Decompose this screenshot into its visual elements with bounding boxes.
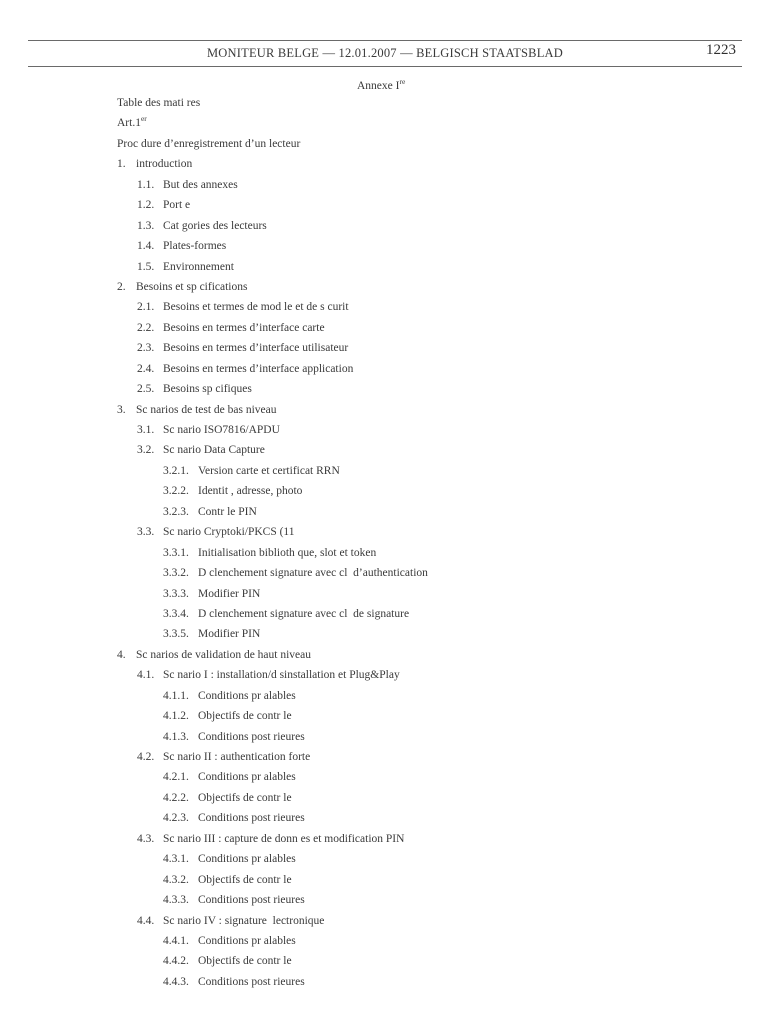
toc-entry-level-2 [0,318,770,338]
toc-article [117,113,147,133]
toc-entry-level-1 [0,154,770,174]
toc-entry-text: Conditions pr alables [198,689,296,702]
toc-entry-text: Besoins en termes d’interface carte [163,321,325,334]
toc-entry-number: 4.1.2. [163,710,189,723]
toc-entry-number: 1.2. [137,199,155,212]
toc-entry-level-3 [0,931,770,951]
toc-entry-text: Objectifs de contr le [198,710,292,723]
toc-entry-number: 4.3.1. [163,853,189,866]
toc-entry-number: 4.2. [137,751,155,763]
toc-entry-number: 3. [117,403,126,416]
toc-entry-text: Objectifs de contr le [198,873,292,886]
toc-entry-number: 3.2.2. [163,485,189,498]
toc-entry-number: 4.2.1. [163,771,189,784]
toc-entry-level-2 [0,747,770,767]
toc-entry-level-3 [0,686,770,706]
toc-entry-text: Conditions pr alables [198,853,296,866]
toc-entry-text: Cat gories des lecteurs [163,219,267,232]
toc-entry-level-3 [0,543,770,563]
toc-entry-number: 1.1. [137,178,155,191]
toc-article-text: Art.1 [117,117,141,130]
toc-entry-level-2 [0,522,770,542]
toc-entry-text: Besoins en termes d’interface application [163,362,354,375]
toc-entry-number: 4.3.3. [163,894,189,907]
toc-entry-level-3 [0,972,770,992]
toc-procedure: Proc dure d’enregistrement d’un lecteur [117,137,301,150]
annex-suffix: re [399,77,406,86]
toc-entry-level-3 [0,951,770,971]
toc-entry-text: Conditions post rieures [198,730,305,743]
toc-entry-text: Sc narios de test de bas niveau [136,403,277,416]
toc-entry-level-2 [0,420,770,440]
toc-entry-text: Modifier PIN [198,587,261,600]
toc-entry-number: 4.1. [137,669,155,682]
header-bottom-rule [28,66,742,67]
toc-entry-level-2 [0,195,770,215]
toc-entry-number: 3.3.2. [163,567,189,580]
toc-entry-number: 4.3.2. [163,873,189,886]
toc-entry-level-1 [0,645,770,665]
toc-entry-number: 3.3.3. [163,587,189,600]
toc-entry-text: Sc nario II : authentication forte [163,751,311,763]
toc-entry-number: 4.1.3. [163,730,189,743]
toc-title-line [0,93,770,113]
toc-entry-level-2 [0,359,770,379]
toc-entry-number: 3.3.5. [163,628,189,641]
toc-entry-level-3 [0,563,770,583]
toc-entry-level-3 [0,727,770,747]
toc-entry-number: 2. [117,280,126,293]
toc-article-suffix: er [140,114,147,124]
toc-entry-text: Modifier PIN [198,628,261,641]
toc-entry-number: 3.2. [137,444,155,457]
toc-entry-level-3 [0,481,770,501]
toc-entry-level-3 [0,870,770,890]
toc-entry-level-3 [0,706,770,726]
toc-entry-number: 1.4. [137,240,155,253]
toc-entry-number: 3.2.1. [163,464,189,477]
toc-entry-level-2 [0,236,770,256]
toc-entry-number: 2.5. [137,383,155,396]
toc-entry-text: Conditions pr alables [198,934,296,947]
toc-entry-level-3 [0,604,770,624]
toc-entry-number: 4. [117,648,126,661]
toc-entry-number: 2.3. [137,342,155,355]
toc-entry-level-3 [0,849,770,869]
toc-entry-level-2 [0,911,770,931]
toc-entry-number: 4.4.2. [163,955,189,968]
toc-entry-level-2 [0,829,770,849]
toc-entry-text: But des annexes [163,178,238,191]
toc-entry-text: Sc nario IV : signature lectronique [163,914,325,927]
toc-entry-text: Port e [163,199,191,212]
toc-entry-text: Objectifs de contr le [198,791,292,804]
toc-entry-number: 2.1. [137,301,155,314]
toc-entry-number: 1. [117,158,126,171]
toc-entry-level-2 [0,665,770,685]
toc-entry-number: 3.3.1. [163,546,189,559]
toc-entry-level-3 [0,502,770,522]
toc-entry-level-2 [0,216,770,236]
toc-entry-number: 4.4.1. [163,934,189,947]
toc-entry-number: 4.4. [137,914,155,927]
toc-entry-number: 1.3. [137,219,155,232]
toc-entry-text: Sc nario III : capture de donn es et modification PIN [163,832,405,845]
toc-procedure-line [0,134,770,154]
toc-entry-text: Objectifs de contr le [198,955,292,968]
toc-entry-level-2 [0,297,770,317]
toc-entry-level-1 [0,277,770,297]
table-of-contents [0,93,770,992]
toc-entry-level-3 [0,890,770,910]
toc-entry-level-3 [0,461,770,481]
toc-entry-level-2 [0,257,770,277]
toc-entry-number: 1.5. [137,260,155,273]
toc-entry-number: 2.2. [137,321,155,334]
toc-entry-level-3 [0,767,770,787]
toc-entry-level-3 [0,788,770,808]
toc-entry-level-2 [0,338,770,358]
toc-entry-text: Conditions post rieures [198,894,305,907]
toc-entry-text: Sc nario ISO7816/APDU [163,424,280,436]
toc-entry-number: 4.4.3. [163,975,189,988]
toc-entry-text: D clenchement signature avec cl d’authentication [198,567,428,580]
toc-entry-number: 3.3.4. [163,607,189,620]
toc-entry-text: Version carte et certificat RRN [198,464,340,477]
toc-entry-text: Environnement [163,260,234,273]
toc-entry-text: Besoins sp cifiques [163,383,252,396]
toc-entry-text: Conditions pr alables [198,771,296,784]
toc-entry-number: 3.3. [137,526,155,539]
annex-label: Annexe I [357,80,400,92]
toc-entry-level-2 [0,379,770,399]
toc-entry-text: Conditions post rieures [198,975,305,988]
toc-entry-level-3 [0,584,770,604]
toc-entry-text: Sc nario I : installation/d sinstallation et Plug&Play [163,669,400,682]
toc-entry-level-1 [0,400,770,420]
toc-entry-number: 4.3. [137,832,155,845]
toc-entry-text: Conditions post rieures [198,812,305,825]
toc-entry-text: Initialisation biblioth que, slot et token [198,546,377,559]
header-top-rule [28,40,742,41]
toc-entry-text: Besoins et termes de mod le et de s curit [163,301,349,314]
toc-entry-text: D clenchement signature avec cl de signature [198,607,410,620]
toc-entry-level-3 [0,624,770,644]
toc-entry-number: 3.1. [137,424,155,436]
toc-entry-text: Plates-formes [163,240,227,253]
toc-entry-level-2 [0,175,770,195]
toc-entry-text: Identit , adresse, photo [198,485,303,498]
toc-entry-text: Sc narios de validation de haut niveau [136,648,312,661]
toc-entry-level-2 [0,440,770,460]
toc-article-line [0,113,770,133]
toc-title: Table des mati res [117,97,201,109]
toc-entry-text: Sc nario Cryptoki/PKCS (11 [163,526,295,539]
toc-entry-number: 4.2.3. [163,812,189,825]
toc-entry-text: Besoins en termes d’interface utilisateur [163,342,349,355]
page-number: 1223 [706,42,736,58]
toc-entry-number: 2.4. [137,362,155,375]
toc-entry-number: 4.1.1. [163,689,189,702]
toc-entry-number: 3.2.3. [163,505,189,518]
toc-entry-text: Besoins et sp cifications [136,280,248,293]
toc-entry-number: 4.2.2. [163,791,189,804]
toc-entry-text: introduction [136,158,193,171]
toc-entry-level-3 [0,808,770,828]
annex-heading [357,77,405,92]
running-title: MONITEUR BELGE — 12.01.2007 — BELGISCH STAATSBLAD [206,46,564,60]
toc-entry-text: Sc nario Data Capture [163,444,265,457]
toc-entry-text: Contr le PIN [198,505,257,518]
toc-entries [0,154,770,992]
